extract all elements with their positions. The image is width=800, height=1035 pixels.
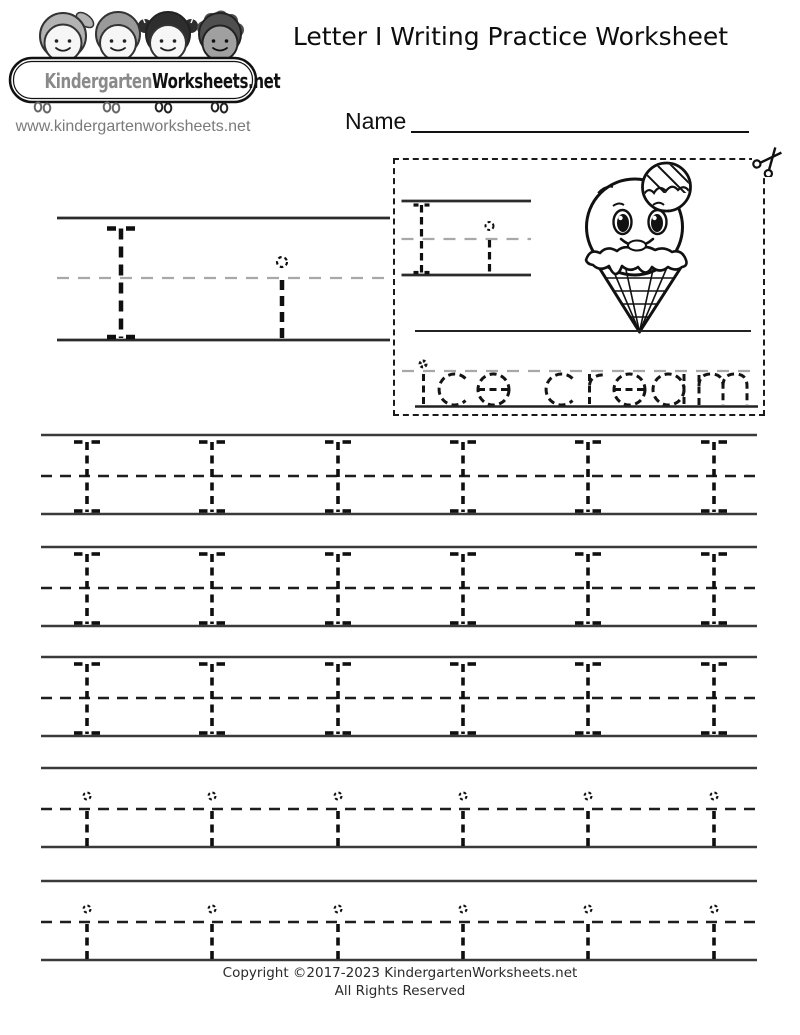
kid-girl-gray	[40, 10, 96, 62]
practice-row-lowercase-2	[40, 878, 760, 964]
footer	[0, 964, 800, 1000]
practice-row-lowercase-1	[40, 765, 760, 851]
practice-row-uppercase-3	[40, 654, 760, 740]
practice-row-uppercase-1	[40, 432, 760, 518]
kids-feet	[35, 103, 228, 113]
example-uppercase-I	[107, 229, 135, 339]
logo	[8, 6, 281, 146]
illustration-baseline	[415, 330, 751, 332]
copyright-text: Copyright ©2017-2023 KindergartenWorksheets.net	[222, 965, 578, 981]
logo-brand-text	[44, 69, 281, 94]
brand-gray-part: Kindergarten	[44, 69, 153, 93]
rights-text: All Rights Reserved	[334, 983, 466, 999]
kid-boy-curly	[197, 11, 244, 61]
example-letters-guidelines	[400, 196, 540, 282]
kid-boy-gray	[96, 12, 140, 61]
name-input-line	[411, 107, 749, 133]
practice-row-uppercase-2	[40, 544, 760, 630]
left-example-guidelines	[50, 205, 395, 347]
brand-black-part: Worksheets.net	[152, 69, 281, 93]
ice-cream-illustration	[560, 160, 750, 336]
scissors-icon	[752, 143, 788, 177]
name-label: Name	[345, 108, 407, 134]
word-letters	[420, 361, 747, 405]
traceable-word-ice-cream	[400, 358, 762, 414]
box-lowercase-i	[486, 222, 494, 273]
logo-kids-illustration	[8, 6, 258, 118]
page-title: Letter I Writing Practice Worksheet	[292, 22, 729, 51]
example-box	[393, 158, 765, 416]
logo-url: www.kindergartenworksheets.net	[15, 118, 251, 135]
kid-girl-pigtails	[138, 12, 198, 61]
example-lowercase-i	[277, 257, 287, 338]
